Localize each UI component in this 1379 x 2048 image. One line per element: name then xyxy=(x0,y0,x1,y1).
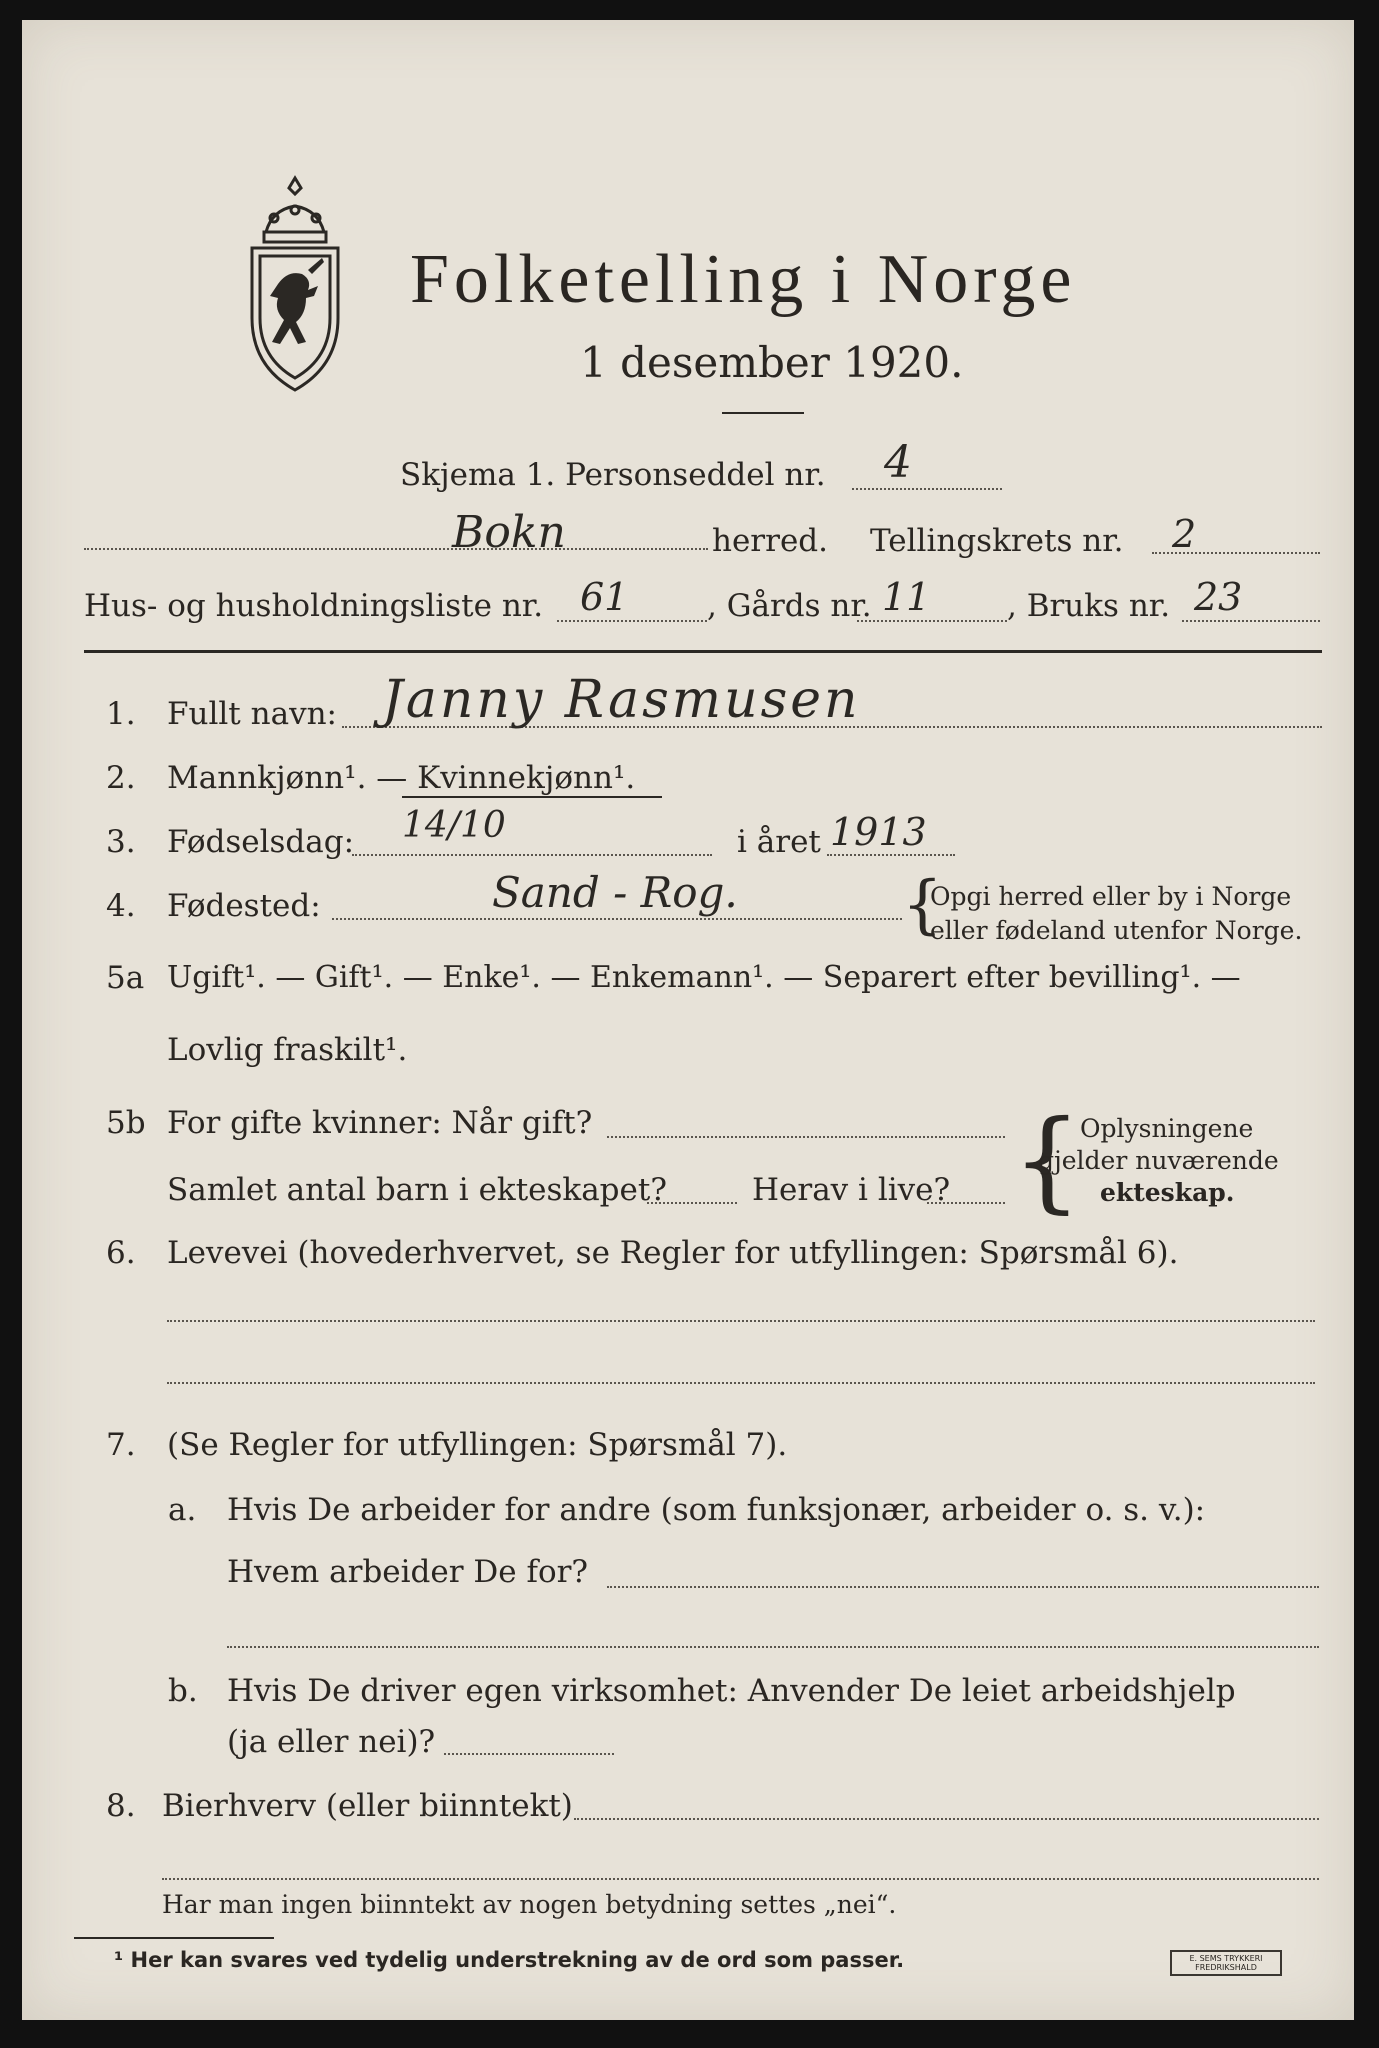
q5b-barn-line xyxy=(647,1202,737,1204)
q7a-line-2 xyxy=(227,1646,1319,1648)
q7a-line1: Hvis De arbeider for andre (som funksjonær, arbeider o. s. v.): xyxy=(227,1492,1206,1528)
form-title: Folketelling i Norge xyxy=(410,241,1077,318)
gards-label: , Gårds nr. xyxy=(707,588,872,624)
q7b-letter: b. xyxy=(168,1673,198,1709)
q3-year-line xyxy=(827,854,955,856)
q8-note: Har man ingen biinntekt av nogen betydning settes „nei“. xyxy=(162,1890,897,1919)
q4-number: 4. xyxy=(106,888,136,924)
title-divider xyxy=(722,412,804,414)
herred-value: Bokn xyxy=(452,507,566,558)
tellingskrets-value: 2 xyxy=(1172,512,1197,556)
printer-stamp: E. SEMS TRYKKERI FREDRIKSHALD xyxy=(1170,1950,1282,1976)
norwegian-coat-of-arms-icon xyxy=(244,174,346,394)
q3-number: 3. xyxy=(106,824,136,860)
bruks-line xyxy=(1182,620,1320,622)
q7a-line2: Hvem arbeider De for? xyxy=(227,1554,589,1590)
bruks-value: 23 xyxy=(1194,575,1243,619)
q5b-gift-line xyxy=(607,1136,1005,1138)
q5b-note-3: ekteskap. xyxy=(1100,1178,1235,1207)
q5a-line2: Lovlig fraskilt¹. xyxy=(167,1032,408,1068)
q7b-line xyxy=(444,1753,614,1755)
q6-line-1 xyxy=(167,1320,1315,1322)
personseddel-nr-value: 4 xyxy=(884,437,912,488)
q4-note-1: Opgi herred eller by i Norge xyxy=(930,882,1292,911)
census-date: 1 desember 1920. xyxy=(580,338,964,387)
q7-number: 7. xyxy=(106,1427,136,1463)
q2-number: 2. xyxy=(106,760,136,796)
q4-brace: { xyxy=(902,868,943,942)
footnote-text: ¹ Her kan svares ved tydelig understrekning av de ord som passer. xyxy=(114,1948,905,1972)
birth-year-value: 1913 xyxy=(830,810,927,854)
q1-label: Fullt navn: xyxy=(167,696,337,732)
skjema-label: Skjema 1. Personseddel nr. xyxy=(400,457,826,493)
q3-line xyxy=(352,854,712,856)
q5b-line2b: Herav i live? xyxy=(752,1172,951,1208)
q7a-line-1 xyxy=(607,1586,1319,1588)
census-form xyxy=(22,20,1354,2020)
bruks-label: , Bruks nr. xyxy=(1007,588,1171,624)
hus-line xyxy=(557,620,707,622)
q6-line-2 xyxy=(167,1382,1315,1384)
footnote-rule xyxy=(74,1937,274,1939)
q5b-brace: { xyxy=(1012,1096,1082,1224)
tellingskrets-label: Tellingskrets nr. xyxy=(870,523,1124,559)
header-rule xyxy=(84,650,1322,653)
kvinnekjonn-underline xyxy=(402,796,662,798)
herred-label: herred. xyxy=(712,523,828,559)
q6-number: 6. xyxy=(106,1235,136,1271)
q5b-number: 5b xyxy=(106,1105,146,1141)
gards-value: 11 xyxy=(882,575,931,619)
birthplace-value: Sand - Rog. xyxy=(492,868,738,917)
q7b-line2: (ja eller nei)? xyxy=(227,1724,436,1760)
q8-line-2 xyxy=(162,1878,1319,1880)
q4-line xyxy=(332,918,902,920)
gards-line xyxy=(857,620,1007,622)
q4-label: Fødested: xyxy=(167,888,321,924)
q8-line-1 xyxy=(574,1818,1319,1820)
q5b-line2a: Samlet antal barn i ekteskapet? xyxy=(167,1172,667,1208)
hus-value: 61 xyxy=(580,575,629,619)
q8-number: 8. xyxy=(106,1788,136,1824)
q3-year-label: i året xyxy=(737,824,821,860)
hus-label: Hus- og husholdningsliste nr. xyxy=(84,588,544,624)
q7b-line1: Hvis De driver egen virksomhet: Anvender De leiet arbeidshjelp xyxy=(227,1673,1236,1709)
q6-label: Levevei (hovederhvervet, se Regler for utfyllingen: Spørsmål 6). xyxy=(167,1235,1179,1271)
q5b-live-line xyxy=(927,1202,1005,1204)
full-name-value: Janny Rasmusen xyxy=(382,670,861,730)
birthday-value: 14/10 xyxy=(402,805,506,846)
herred-line xyxy=(84,548,708,550)
q3-label: Fødselsdag: xyxy=(167,824,355,860)
q7a-letter: a. xyxy=(168,1492,197,1528)
q4-note-2: eller fødeland utenfor Norge. xyxy=(930,916,1303,945)
q7-label: (Se Regler for utfyllingen: Spørsmål 7). xyxy=(167,1427,788,1463)
q5b-note-2: gjelder nuværende xyxy=(1038,1146,1279,1175)
q5a-number: 5a xyxy=(106,960,145,996)
q8-label: Bierhverv (eller biinntekt) xyxy=(162,1788,573,1824)
q5b-note-1: Oplysningene xyxy=(1080,1114,1254,1143)
personseddel-line xyxy=(852,488,1002,490)
q5b-line1: For gifte kvinner: Når gift? xyxy=(167,1105,593,1141)
q2-label: Mannkjønn¹. — Kvinnekjønn¹. xyxy=(167,760,636,796)
q5a-line1: Ugift¹. — Gift¹. — Enke¹. — Enkemann¹. — Separert efter bevilling¹. — xyxy=(167,960,1241,995)
q1-number: 1. xyxy=(106,696,136,732)
